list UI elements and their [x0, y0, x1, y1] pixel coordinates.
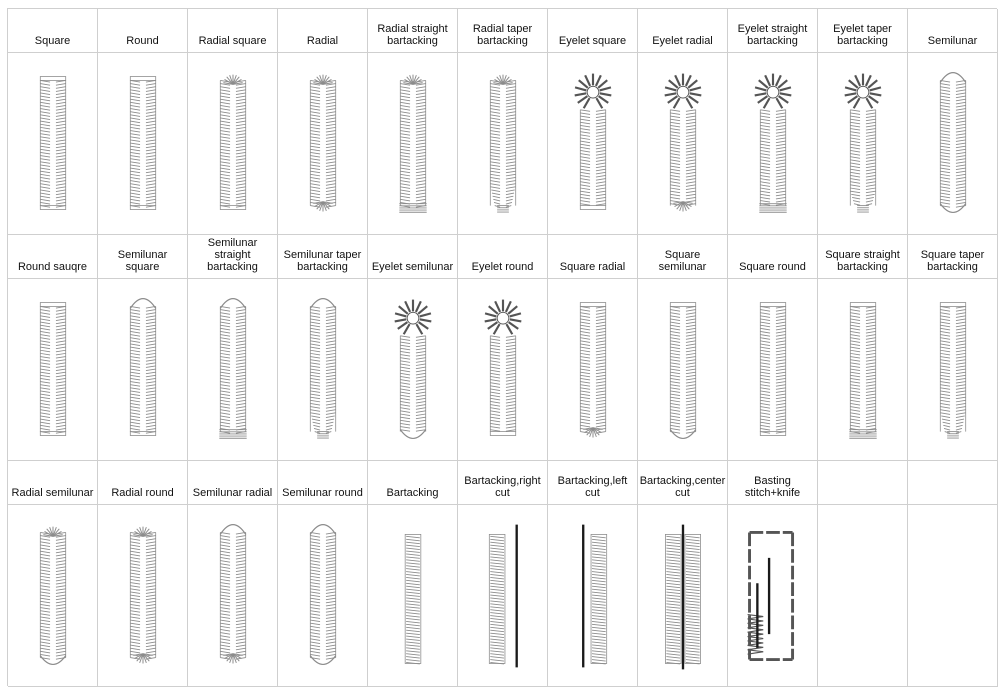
shape-label-text: Square round	[739, 261, 806, 273]
shape-label-text: Eyelet taper bartacking	[833, 23, 892, 47]
buttonhole-illustration	[458, 505, 548, 687]
empty-buttonhole-icon	[819, 506, 907, 686]
shape-label-text: Eyelet radial	[652, 35, 713, 47]
eyelet-semilunar-buttonhole-icon	[369, 280, 457, 460]
buttonhole-illustration	[728, 53, 818, 235]
square-taper-bartacking-buttonhole-icon	[909, 280, 997, 460]
shape-label	[548, 235, 638, 279]
shape-label	[188, 235, 278, 279]
square-buttonhole-icon	[9, 54, 97, 234]
shape-label	[368, 9, 458, 53]
eyelet-round-buttonhole-icon	[459, 280, 547, 460]
square-semilunar-buttonhole-icon	[639, 280, 727, 460]
buttonhole-illustration	[818, 53, 908, 235]
shape-label	[908, 235, 998, 279]
shape-label	[458, 461, 548, 505]
shape-label	[368, 461, 458, 505]
buttonhole-illustration	[908, 279, 998, 461]
buttonhole-illustration	[728, 279, 818, 461]
shape-label-text: Eyelet straight bartacking	[737, 23, 808, 47]
semilunar-buttonhole-icon	[909, 54, 997, 234]
shape-label-text: Radial square	[198, 35, 267, 47]
shape-label-text: Radial taper bartacking	[472, 23, 533, 47]
buttonhole-illustration	[278, 279, 368, 461]
buttonhole-illustration	[368, 53, 458, 235]
buttonhole-illustration	[458, 53, 548, 235]
shape-label	[458, 9, 548, 53]
shape-label-text: Square taper bartacking	[920, 249, 985, 273]
semilunar-straight-bartacking-buttonhole-icon	[189, 280, 277, 460]
buttonhole-illustration	[638, 505, 728, 687]
shape-label-text: Bartacking	[386, 487, 439, 499]
shape-label-text: Eyelet semilunar	[371, 261, 454, 273]
shape-label-text: Bartacking,center cut	[639, 475, 726, 499]
semilunar-taper-bartacking-buttonhole-icon	[279, 280, 367, 460]
shape-label-text: Radial semilunar	[11, 487, 94, 499]
shape-label-text: Round sauqre	[17, 261, 88, 273]
shape-label	[278, 461, 368, 505]
shape-label	[458, 235, 548, 279]
buttonhole-illustration	[548, 53, 638, 235]
shape-label	[278, 9, 368, 53]
empty-image-cell	[908, 505, 998, 687]
eyelet-taper-bartacking-buttonhole-icon	[819, 54, 907, 234]
radial-round-buttonhole-icon	[99, 506, 187, 686]
shape-label	[818, 235, 908, 279]
shape-label	[98, 461, 188, 505]
round-square-buttonhole-icon	[9, 280, 97, 460]
shape-label-text: Radial straight bartacking	[377, 23, 448, 47]
buttonhole-illustration	[548, 279, 638, 461]
shape-label-text: Semilunar square	[117, 249, 168, 273]
buttonhole-illustration	[98, 53, 188, 235]
buttonhole-illustration	[98, 279, 188, 461]
shape-label	[638, 461, 728, 505]
shape-label	[188, 461, 278, 505]
shape-label	[548, 9, 638, 53]
bartacking-left-cut-buttonhole-icon	[549, 506, 637, 686]
shape-label-text: Square straight bartacking	[825, 249, 900, 273]
buttonhole-illustration	[8, 53, 98, 235]
buttonhole-illustration	[368, 505, 458, 687]
buttonhole-illustration	[278, 505, 368, 687]
buttonhole-illustration	[548, 505, 638, 687]
shape-label	[8, 461, 98, 505]
shape-label-text: Semilunar taper bartacking	[283, 249, 362, 273]
shape-label	[908, 9, 998, 53]
buttonhole-illustration	[368, 279, 458, 461]
shape-label	[8, 235, 98, 279]
shape-label-text: Square	[34, 35, 71, 47]
empty-image-cell	[818, 505, 908, 687]
buttonhole-illustration	[818, 279, 908, 461]
shape-label-text: Bartacking,right cut	[464, 475, 541, 499]
shape-label	[8, 9, 98, 53]
shape-label-text: Eyelet square	[558, 35, 627, 47]
buttonhole-illustration	[278, 53, 368, 235]
buttonhole-illustration	[8, 505, 98, 687]
bartacking-center-cut-buttonhole-icon	[639, 506, 727, 686]
shape-label	[368, 235, 458, 279]
shape-label-text: Semilunar straight bartacking	[207, 237, 258, 273]
shape-label	[638, 9, 728, 53]
buttonhole-illustration	[458, 279, 548, 461]
square-straight-bartacking-buttonhole-icon	[819, 280, 907, 460]
shape-label	[98, 235, 188, 279]
shape-label	[278, 235, 368, 279]
buttonhole-illustration	[638, 279, 728, 461]
buttonhole-shape-chart	[7, 8, 997, 686]
radial-square-buttonhole-icon	[189, 54, 277, 234]
shape-label	[728, 461, 818, 505]
round-buttonhole-icon	[99, 54, 187, 234]
buttonhole-illustration	[8, 279, 98, 461]
square-round-buttonhole-icon	[729, 280, 817, 460]
semilunar-radial-buttonhole-icon	[189, 506, 277, 686]
radial-straight-bartacking-buttonhole-icon	[369, 54, 457, 234]
buttonhole-illustration	[638, 53, 728, 235]
shape-label-text: Bartacking,left cut	[557, 475, 628, 499]
shape-label-text: Semilunar radial	[192, 487, 273, 499]
shape-label-text: Semilunar	[927, 35, 978, 47]
shape-label-text: Radial round	[111, 487, 174, 499]
semilunar-square-buttonhole-icon	[99, 280, 187, 460]
shape-label	[728, 235, 818, 279]
empty-label-cell	[908, 461, 998, 505]
bartacking-buttonhole-icon	[369, 506, 457, 686]
shape-label-text: Square semilunar	[658, 249, 707, 273]
shape-label-text: Semilunar round	[282, 487, 363, 499]
buttonhole-illustration	[188, 279, 278, 461]
buttonhole-illustration	[728, 505, 818, 687]
shape-label	[818, 9, 908, 53]
eyelet-radial-buttonhole-icon	[639, 54, 727, 234]
buttonhole-illustration	[98, 505, 188, 687]
shape-label-text: Radial	[306, 35, 339, 47]
shape-label-text: Eyelet round	[471, 261, 534, 273]
radial-buttonhole-icon	[279, 54, 367, 234]
shape-label-text: Round	[126, 35, 159, 47]
buttonhole-illustration	[908, 53, 998, 235]
basting-stitch-knife-buttonhole-icon	[729, 506, 817, 686]
shape-label	[728, 9, 818, 53]
buttonhole-illustration	[188, 505, 278, 687]
empty-buttonhole-icon	[909, 506, 997, 686]
shape-label-text: Basting stitch+knife	[744, 475, 801, 499]
bartacking-right-cut-buttonhole-icon	[459, 506, 547, 686]
radial-taper-bartacking-buttonhole-icon	[459, 54, 547, 234]
square-radial-buttonhole-icon	[549, 280, 637, 460]
shape-label	[548, 461, 638, 505]
eyelet-square-buttonhole-icon	[549, 54, 637, 234]
eyelet-straight-bartacking-buttonhole-icon	[729, 54, 817, 234]
buttonhole-illustration	[188, 53, 278, 235]
radial-semilunar-buttonhole-icon	[9, 506, 97, 686]
shape-label	[188, 9, 278, 53]
shape-label-text: Square radial	[559, 261, 626, 273]
shape-label	[98, 9, 188, 53]
empty-label-cell	[818, 461, 908, 505]
shape-label	[638, 235, 728, 279]
semilunar-round-buttonhole-icon	[279, 506, 367, 686]
